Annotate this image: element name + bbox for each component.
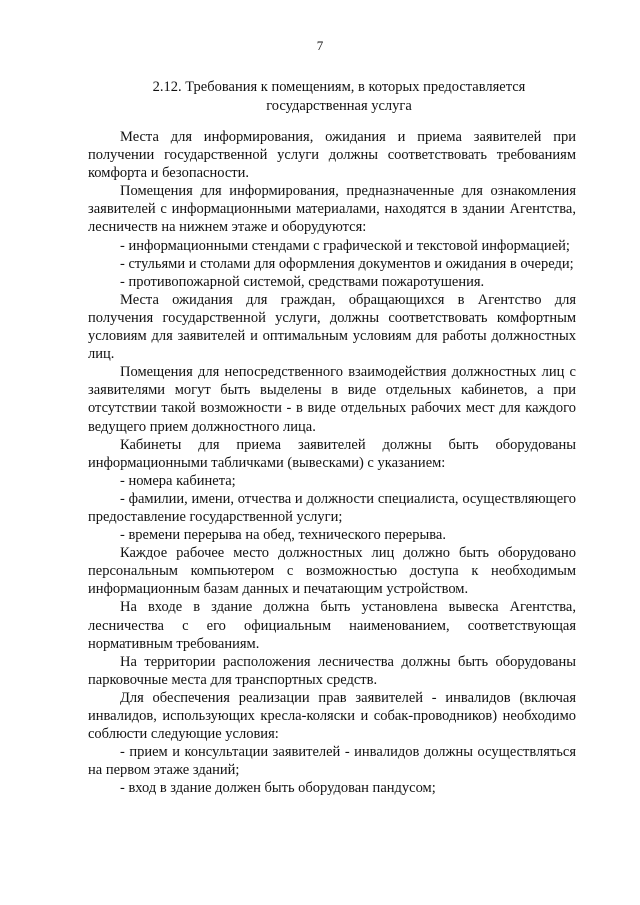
page-number: 7 [316, 38, 324, 53]
list-item: - времени перерыва на обед, технического перерыва. [120, 527, 446, 544]
list-item: - противопожарной системой, средствами пожаротушения. [120, 273, 485, 290]
list-item: - номера кабинета; [120, 472, 236, 489]
list-item: - информационными стендами с графической и текстовой информацией; [120, 237, 570, 254]
paragraph: Места для информирования, ожидания и приема заявителей при получении государственной услуги должны соответствовать требованиям комфорта и безопасности. [88, 129, 576, 182]
paragraph: Помещения для непосредственного взаимодействия должностных лиц с заявителями могут быть выделены в виде отдельных кабинетов, а при отсутствии такой возможности - в виде отдельных рабочих мест для каждого ведущего прием должностного лица. [88, 364, 576, 435]
paragraph: Каждое рабочее место должностных лиц должно быть оборудовано персональным компьютером с возможностью доступа к необходимым информационным базам данных и печатающим устройством. [88, 545, 576, 598]
paragraph: На входе в здание должна быть установлена вывеска Агентства, лесничества с его официальным наименованием, соответствующая нормативным требованиям. [88, 599, 576, 652]
document-body [88, 128, 576, 797]
list-item: - стульями и столами для оформления документов и ожидания в очереди; [120, 255, 574, 272]
list-item: - прием и консультации заявителей - инвалидов должны осуществляться на первом этаже зданий; [88, 744, 576, 779]
paragraph: На территории расположения лесничества должны быть оборудованы парковочные места для транспортных средств. [88, 653, 576, 688]
section-heading [100, 78, 578, 116]
section-heading-line-1: 2.12. Требования к помещениям, в которых предоставляется [152, 79, 526, 95]
list-item: - фамилии, имени, отчества и должности специалиста, осуществляющего предоставление государственной услуги; [88, 490, 576, 525]
list-item: - вход в здание должен быть оборудован пандусом; [120, 780, 436, 797]
section-heading-line-2: государственная услуга [266, 98, 412, 114]
paragraph: Места ожидания для граждан, обращающихся в Агентство для получения государственной услуги, должны соответствовать комфортным условиям для заявителей и оптимальным условиям для работы должностных лиц. [88, 291, 576, 363]
paragraph: Помещения для информирования, предназначенные для ознакомления заявителей с информационными материалами, находятся в здании Агентства, лесничеств на нижнем этаже и оборудуются: [88, 183, 576, 236]
paragraph: Кабинеты для приема заявителей должны быть оборудованы информационными табличками (вывесками) с указанием: [88, 436, 576, 471]
paragraph: Для обеспечения реализации прав заявителей - инвалидов (включая инвалидов, использующих кресла-коляски и собак-проводников) необходимо соблюсти следующие условия: [88, 689, 576, 743]
